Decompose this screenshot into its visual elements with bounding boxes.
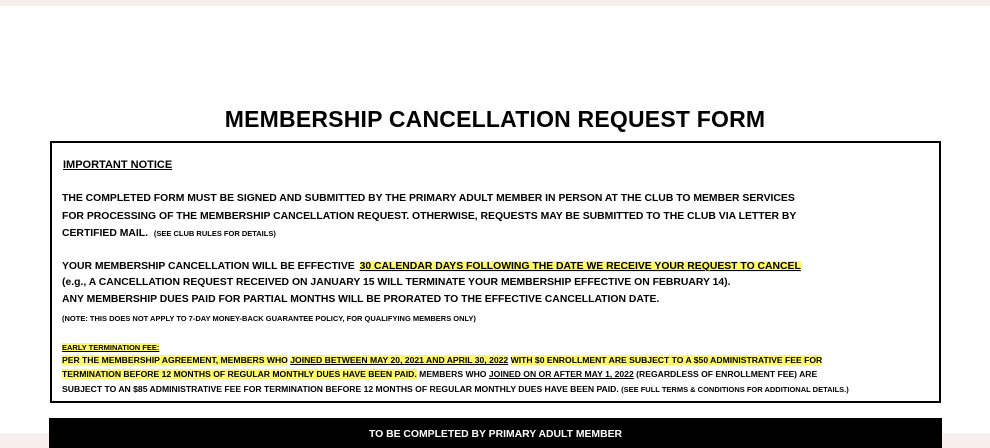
primary-member-section-bar [49, 418, 942, 448]
fee-line2-a: TERMINATION BEFORE 12 MONTHS OF REGULAR MONTHLY DUES HAVE BEEN PAID. [62, 369, 417, 379]
fee-line1-c: WITH $0 ENROLLMENT ARE SUBJECT TO A $50 ADMINISTRATIVE FEE FOR [510, 355, 823, 365]
notice-para1-line1: THE COMPLETED FORM MUST BE SIGNED AND SUBMITTED BY THE PRIMARY ADULT MEMBER IN PERSON AT THE CLUB TO MEMBER SERVICES [62, 193, 795, 204]
money-back-note: (NOTE: THIS DOES NOT APPLY TO 7-DAY MONEY-BACK GUARANTEE POLICY, FOR QUALIFYING MEMBERS ONLY) [62, 314, 476, 323]
notice-para2-line2: (e.g., A CANCELLATION REQUEST RECEIVED ON JANUARY 15 WILL TERMINATE YOUR MEMBERSHIP EFFECTIVE ON FEBRUARY 14). [62, 277, 731, 288]
notice-para2-line3: ANY MEMBERSHIP DUES PAID FOR PARTIAL MONTHS WILL BE PRORATED TO THE EFFECTIVE CANCELLATION DATE. [62, 294, 660, 305]
fee-line3-b: (SEE FULL TERMS & CONDITIONS FOR ADDITIONAL DETAILS.) [621, 385, 849, 394]
club-rules-note: (SEE CLUB RULES FOR DETAILS) [153, 229, 276, 238]
fee-line2-c: JOINED ON OR AFTER MAY 1, 2022 [488, 369, 634, 379]
fee-line1-b: JOINED BETWEEN MAY 20, 2021 AND APRIL 30, 2022 [290, 355, 509, 365]
effective-period-highlight: 30 CALENDAR DAYS FOLLOWING THE DATE WE RECEIVE YOUR REQUEST TO CANCEL [359, 261, 801, 272]
document-page [0, 6, 990, 440]
fee-line2 [62, 368, 817, 381]
fee-heading-text: EARLY TERMINATION FEE: [62, 343, 160, 352]
notice-heading: IMPORTANT NOTICE [63, 159, 173, 171]
fee-line2-d: (REGARDLESS OF ENROLLMENT FEE) ARE [636, 369, 818, 379]
fee-line3-a: SUBJECT TO AN $85 ADMINISTRATIVE FEE FOR TERMINATION BEFORE 12 MONTHS OF REGULAR MONTHLY DUES HAVE BEEN PAID. [62, 384, 619, 394]
fee-line2-b: MEMBERS WHO [419, 369, 487, 379]
fee-line1-a: PER THE MEMBERSHIP AGREEMENT, MEMBERS WHO [62, 355, 288, 365]
notice-para2-line1 [62, 260, 801, 273]
important-notice-box [50, 141, 941, 403]
section-bar-label: TO BE COMPLETED BY PRIMARY ADULT MEMBER [368, 429, 623, 440]
certified-mail-text: CERTIFIED MAIL. [62, 228, 149, 239]
notice-para1-line2: FOR PROCESSING OF THE MEMBERSHIP CANCELLATION REQUEST. OTHERWISE, REQUESTS MAY BE SUBMITTED TO THE CLUB VIA LETTER BY [62, 211, 797, 222]
fee-line1 [62, 354, 822, 367]
effective-prefix: YOUR MEMBERSHIP CANCELLATION WILL BE EFFECTIVE [62, 261, 355, 272]
fee-line3 [62, 383, 849, 396]
form-title: MEMBERSHIP CANCELLATION REQUEST FORM [224, 106, 766, 132]
fee-heading [62, 341, 159, 354]
notice-para1-line3 [62, 227, 276, 240]
